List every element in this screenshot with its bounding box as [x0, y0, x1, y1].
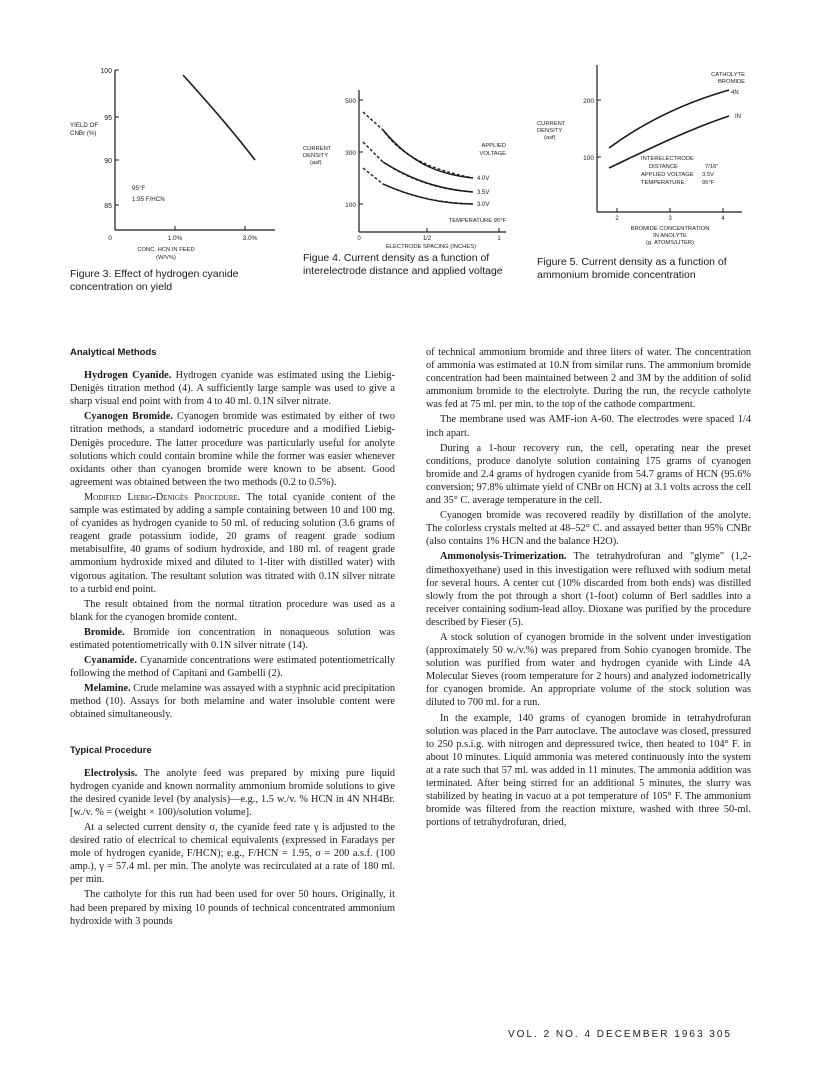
fig5-condition-value: 7/16": [705, 164, 719, 170]
figure-4-caption-text: Current density as a function of interelectrode distance and applied voltage: [303, 252, 503, 277]
run-in-heading: Melamine.: [84, 683, 131, 695]
fig3-ylabel: YIELD OF: [70, 122, 99, 129]
fig4-legend-title: APPLIED: [481, 143, 506, 149]
figure-3: [70, 50, 290, 294]
fig4-ytick-label: 100: [345, 202, 356, 209]
fig3-ytick-label: 100: [100, 68, 112, 75]
fig5-xlabel: (g. ATOMS/LITER): [645, 240, 695, 246]
fig5-condition: INTERELECTRODE: [641, 156, 694, 162]
fig3-ylabel: CNBr (%): [70, 130, 97, 137]
figure-4-caption-label: Figue 4.: [303, 252, 341, 264]
paragraph-text: Cyanamide concentrations were estimated potentiometrically following the method of Capitani and Gambelli (2).: [70, 655, 396, 680]
run-in-heading: Cyanamide.: [84, 655, 137, 667]
paragraph: The membrane used was AMF-ion A-60. The electrodes were spaced 1/4 inch apart.: [426, 414, 751, 439]
paragraph: [70, 369, 395, 408]
paragraph: In the example, 140 grams of cyanogen bromide in tetrahydrofuran solution was placed in the Parr autoclave. The autoclave was closed, pressured to 250 p.s.i.g. with nitrogen and depressured twice, then heated to 104° F. in about 10 minutes. Liquid ammonia was metered continuously into the system at a rate such that 57 ml. was added in 11 minutes. The ammonia addition was terminated. After being stirred for an additional 5 minutes, the slurry was stabilized by heating in vacuo at a pot temperature of 105° F. The ammonium bromide was filtered from the reaction mixture, washed with three 50-ml. portions of tetrahydrofuran, dried,: [426, 712, 751, 829]
fig4-series-label: 4.0V: [477, 176, 490, 182]
fig5-xlabel: IN ANOLYTE: [653, 233, 687, 239]
fig5-legend-title: BROMIDE: [717, 79, 745, 85]
fig4-curve-3v: [383, 184, 473, 204]
paragraph-text: Cyanogen bromide was estimated by either of two titration methods, a standard iodometric procedure and a modified Liebig-Denigès procedure. The latter procedure was particularly useful for anolyte solutions which could contain bromine while the former was easier whenever oxidants other than cyanogen bromide were known to be absent. Good agreement was obtained between the two methods (0.2 to 0.5%).: [70, 411, 395, 488]
page-footer: VOL. 2 NO. 4 DECEMBER 1963 305: [508, 1029, 732, 1040]
run-in-heading: Ammonolysis-Trimerization.: [440, 551, 567, 563]
fig5-xtick-label: 2: [615, 216, 619, 222]
paragraph: of technical ammonium bromide and three liters of water. The concentration of ammonia was estimated at 10.N from similar runs. The ammonium bromide concentration had been maintained between 2 and 3M by the addition of solid ammonium bromide to the electrolyte. During the run, the recycle catholyte was fed at 75 ml. per min. to the top of the cathode compartment.: [426, 347, 751, 411]
paragraph: [70, 410, 395, 489]
fig4-ytick-label: 300: [345, 150, 356, 157]
figure-5-caption-label: Figure 5.: [537, 256, 579, 268]
fig3-xtick-label: 1.0%: [167, 235, 183, 242]
fig4-temperature: TEMPERATURE 95°F: [448, 218, 506, 224]
paragraph: Cyanogen bromide was recovered readily by distillation of the anolyte. The colorless crystals melted at 48–52° C. and assayed better than 95% CNBr (also contains 1% HCN and the balance H2O).: [426, 510, 751, 548]
fig5-condition: TEMPERATURE:: [641, 180, 686, 186]
fig5-condition: DISTANCE: [649, 164, 678, 170]
figure-5-chart: [537, 50, 762, 280]
fig4-ylabel: CURRENT: [303, 146, 332, 152]
fig3-ytick-label: 95: [104, 115, 112, 122]
paragraph: The catholyte for this run had been used for over 50 hours. Originally, it had been prepared by mixing 10 pounds of technical concentrated ammonium hydroxide with 3 pounds: [70, 889, 395, 927]
fig3-xtick-label: 3.0%: [242, 235, 258, 242]
fig3-xlabel: (W/V%): [156, 255, 176, 261]
run-in-heading: Modified Liebig-Denigès Procedure.: [84, 491, 241, 503]
fig5-series-label: IN: [735, 114, 741, 120]
fig5-ylabel: (asf): [544, 135, 556, 141]
figure-3-caption: [70, 268, 290, 294]
fig3-annotation: 95°F: [132, 185, 146, 192]
paragraph-text: Bromide ion concentration in nonaqueous solution was estimated potentiometrically with 0.1N silver nitrate (14).: [70, 626, 395, 651]
paragraph-text: The tetrahydrofuran and "glyme" (1,2-dimethoxyethane) used in this investigation were refluxed with sodium metal for several hours. A center cut (10% discarded from both ends) was distilled slowly from the pot through a short (1-foot) column of Berl saddles into a receiver containing sodium-lead alloy. Dioxane was purified by the procedure described by Fieser (5).: [426, 551, 751, 628]
fig5-xlabel: BROMIDE CONCENTRATION: [630, 226, 710, 232]
figure-4-caption: [303, 252, 528, 278]
figure-4: [303, 50, 528, 278]
fig5-condition-value: 3.5V: [702, 172, 714, 178]
fig5-ytick-label: 100: [583, 155, 594, 162]
paragraph-text: Hydrogen cyanide was estimated using the Liebig-Denigès titration method (4). A sufficiently large sample was used to give a sharp visual end point with from 4 to 40 ml. 0.1N silver nitrate.: [70, 370, 395, 408]
right-column: [426, 346, 751, 831]
paragraph: [70, 491, 395, 596]
fig5-condition-value: 95°F: [702, 180, 715, 186]
fig4-curve-35v-extrap: [363, 142, 473, 192]
paragraph: [70, 682, 395, 721]
fig3-yield-curve: [183, 75, 255, 160]
paragraph: The result obtained from the normal titration procedure was used as a blank for the cyanogen bromide content.: [70, 598, 395, 623]
fig3-annotation: 1.95 F/HCN: [132, 196, 165, 203]
fig4-xtick-label: 1/2: [422, 236, 432, 242]
fig3-xlabel: CONC. HCN IN FEED: [137, 247, 195, 253]
paragraph: [70, 654, 395, 680]
figure-3-chart: [70, 50, 290, 268]
figure-4-chart: [303, 50, 528, 252]
figure-3-caption-label: Figure 3.: [70, 268, 112, 280]
fig5-condition: APPLIED VOLTAGE: [641, 172, 694, 178]
fig4-xtick-label: 0: [357, 236, 361, 242]
fig5-ytick-label: 200: [583, 98, 594, 105]
fig4-ylabel: DENSITY: [303, 153, 329, 159]
paragraph: At a selected current density σ, the cyanide feed rate γ is adjusted to the desired ratio of electrical to chemical equivalents (expressed in Faradays per mole of hydrogen cyanide, F/HCN); e.g., F/HCN = 1.95, σ = 200 a.s.f. (100 amp.), γ = 57.4 ml. per min. The anolyte was recirculated at a rate of 180 ml. per min.: [70, 822, 395, 886]
run-in-heading: Bromide.: [84, 626, 125, 638]
paragraph-text: The total cyanide content of the sample was estimated by adding a sample containing between 10 and 100 mg. of cyanides as hydrogen cyanide to 50 ml. of reducing solution (3.6 grams of reagent grade potassium iodide, 20 grams of reagent grade sodium metabisulfite, 40 grams of sodium hydroxide, and 180 ml. of reagent grade ammonium hydroxide mixed and diluted to 1-liter with distilled water) with vigorous agitation. The resultant solution was titrated with 0.1N silver nitrate to a turbid end point.: [70, 491, 396, 595]
fig3-ytick-label: 85: [104, 203, 112, 210]
section-heading-typical: Typical Procedure: [70, 744, 152, 756]
left-column: [70, 346, 395, 930]
fig5-ylabel: CURRENT: [537, 121, 566, 127]
figure-3-caption-text: Effect of hydrogen cyanide concentration on yield: [70, 268, 239, 293]
fig4-series-label: 3.5V: [477, 190, 490, 196]
fig5-series-label: 4N: [731, 90, 739, 96]
figure-5: [537, 50, 762, 282]
fig4-ylabel: (asf): [310, 160, 322, 166]
fig3-ytick-label: 90: [104, 158, 112, 165]
section-heading-analytical: Analytical Methods: [70, 347, 157, 358]
fig4-xtick-label: 1: [497, 236, 501, 242]
paragraph-text: The anolyte feed was prepared by mixing pure liquid hydrogen cyanide and known normality ammonium bromide solutions to give the desired cyanide level (by analysis)—e.g., 1.5 w./v. % HCN in 4N NH4Br. [w./v. % = (weight × 100)/solution volume].: [70, 767, 395, 818]
paragraph: During a 1-hour recovery run, the cell, operating near the preset conditions, produce danolyte solution containing 175 grams of cyanogen bromide and 2.4 grams of hydrogen cyanide from 54.7 grams of HCN (95.6% conversion; 97.8% ultimate yield of CNBr on HCN) at 3.1 volts across the cell and 35° C. average temperature in the cell.: [426, 442, 751, 507]
fig5-xtick-label: 4: [721, 216, 725, 222]
fig4-series-label: 3.0V: [477, 202, 490, 208]
figure-5-caption: [537, 256, 762, 282]
fig4-curve-4v-extrap: [363, 112, 473, 178]
fig4-ytick-label: 500: [345, 98, 356, 105]
fig4-curve-3v-extrap: [363, 168, 473, 204]
figure-5-caption-text: Current density as a function of ammonium bromide concentration: [537, 256, 727, 281]
run-in-heading: Cyanogen Bromide.: [84, 411, 173, 423]
paragraph-text: Crude melamine was assayed with a styphnic acid precipitation method (10). Assays for both melamine and water insoluble content were obtained simultaneously.: [70, 683, 395, 721]
fig5-xtick-label: 3: [668, 216, 672, 222]
run-in-heading: Electrolysis.: [84, 767, 138, 779]
fig4-xlabel: ELECTRODE SPACING (INCHES): [385, 244, 477, 250]
fig5-ylabel: DENSITY: [537, 128, 563, 134]
paragraph: [70, 767, 395, 819]
fig5-legend-title: CATHOLYTE: [711, 72, 745, 78]
fig4-legend-title: VOLTAGE: [479, 151, 506, 157]
paragraph: [426, 550, 751, 629]
fig3-xtick-label: 0: [108, 235, 112, 242]
paragraph: A stock solution of cyanogen bromide in the solvent under investigation (approximately 50 w./v.%) was prepared from Sohio cyanogen bromide. The solution was purified from water and hydrogen cyanide with Linde 4A Molecular Sieves (room temperature for 2 hours) and analyzed iodometrically for cyanogen bromide. An appropriate volume of the stock solution was diluted to 700 ml. for a run.: [426, 631, 751, 709]
paragraph: [70, 626, 395, 652]
fig4-curve-4v: [383, 130, 473, 178]
run-in-heading: Hydrogen Cyanide.: [84, 370, 172, 382]
